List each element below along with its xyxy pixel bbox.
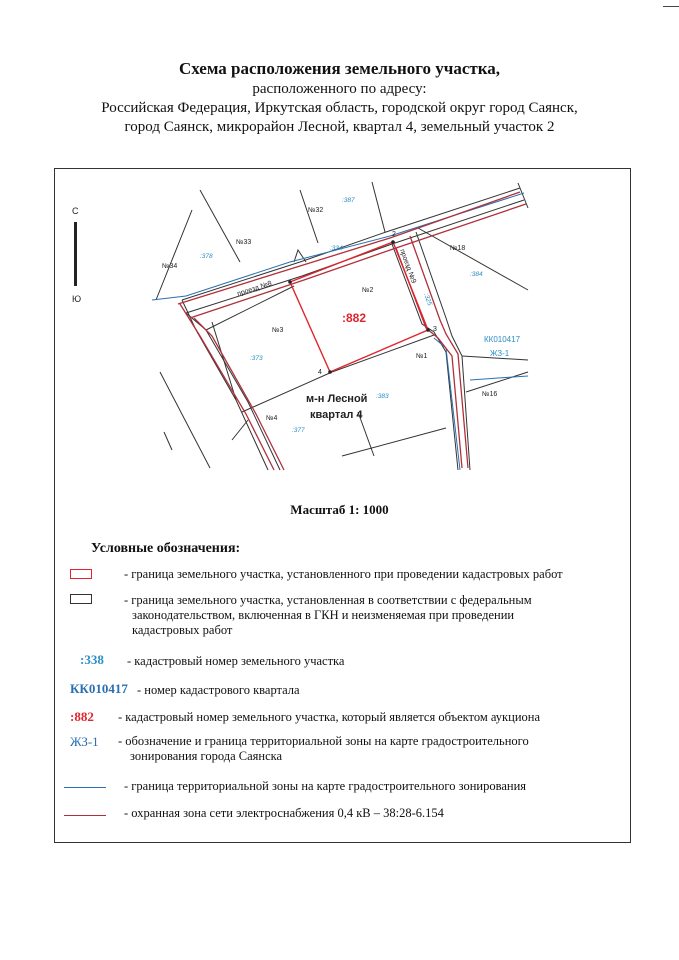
district-name: м-н Лесной bbox=[306, 393, 368, 405]
boundary-point bbox=[328, 370, 332, 374]
parcel-lines bbox=[156, 182, 528, 470]
plot-number-3: №3 bbox=[272, 327, 284, 334]
map-scale: Масштаб 1: 1000 bbox=[290, 502, 389, 517]
boundary-point bbox=[426, 328, 430, 332]
territorial-zone-code: ЖЗ-1 bbox=[490, 349, 510, 358]
legend-auction-text: - кадастровый номер земельного участка, который является объектом аукциона bbox=[118, 710, 540, 724]
legend-black-box-swatch bbox=[70, 594, 92, 604]
cadastral-number-377: :377 bbox=[292, 427, 305, 434]
compass-south-label: Ю bbox=[72, 294, 82, 304]
cadastral-quarter-code: КК010417 bbox=[484, 335, 521, 344]
cadastral-number-325: :325 bbox=[422, 292, 434, 307]
plot-number-2: №2 bbox=[362, 287, 374, 294]
compass-arrow bbox=[74, 222, 77, 286]
point-2-label: 2 bbox=[392, 231, 396, 238]
legend-red-box-text: - граница земельного участка, установленного при проведении кадастровых работ bbox=[124, 567, 563, 581]
legend-black-box-text-1: - граница земельного участка, установленная в соответствии с федеральным bbox=[124, 593, 532, 607]
cadastral-number-383: :383 bbox=[376, 393, 389, 400]
cadastral-number-334: :334 bbox=[330, 245, 343, 252]
boundary-point bbox=[288, 280, 292, 284]
road-label-proezd-9: проезд №9 bbox=[398, 248, 417, 285]
legend-zone-symbol: ЖЗ-1 bbox=[70, 734, 99, 749]
point-3-label: 3 bbox=[433, 326, 437, 333]
point-4-label: 4 bbox=[318, 369, 322, 376]
compass-north-label: С bbox=[72, 206, 79, 216]
auction-parcel-number: :882 bbox=[342, 311, 367, 325]
legend-blue-line-text: - граница территориальной зоны на карте градостроительного зонирования bbox=[124, 779, 527, 793]
legend-red-box-swatch bbox=[70, 569, 92, 579]
plot-number-16: №16 bbox=[482, 391, 498, 398]
legend-quarter-text: - номер кадастрового квартала bbox=[137, 683, 300, 697]
legend-red-line-text: - охранная зона сети электроснабжения 0,4 кВ – 38:28-6.154 bbox=[124, 806, 444, 820]
plot-number-33: №33 bbox=[236, 239, 252, 246]
legend-red-line-swatch bbox=[64, 815, 106, 816]
cadastral-number-378: :378 bbox=[200, 253, 213, 260]
road-label-proezd-8: проезд №8 bbox=[236, 280, 273, 298]
quarter-name: квартал 4 bbox=[310, 409, 363, 421]
plot-number-34: №34 bbox=[162, 263, 178, 270]
legend-black-box-text-3: кадастровых работ bbox=[132, 623, 233, 637]
power-line-protection-zone bbox=[178, 192, 526, 470]
legend-auction-symbol: :882 bbox=[70, 709, 94, 724]
boundary-point bbox=[391, 240, 395, 244]
plot-number-1: №1 bbox=[416, 353, 428, 360]
cadastral-number-387: :387 bbox=[342, 197, 355, 204]
legend-black-box-text-2: законодательством, включенная в ГКН и неизменяемая при проведении bbox=[132, 608, 515, 622]
legend-blue-line-swatch bbox=[64, 787, 106, 788]
address-line-1: Российская Федерация, Иркутская область, городской округ город Саянск, bbox=[101, 100, 578, 116]
legend-cadastral-symbol: :338 bbox=[80, 652, 104, 667]
plot-number-32: №32 bbox=[308, 207, 324, 214]
page-title: Схема расположения земельного участка, bbox=[178, 59, 501, 78]
legend-quarter-symbol: КК010417 bbox=[70, 681, 128, 696]
legend-cadastral-text: - кадастровый номер земельного участка bbox=[127, 654, 345, 668]
plot-number-18: №18 bbox=[450, 245, 466, 252]
address-intro: расположенного по адресу: bbox=[252, 81, 427, 97]
cadastral-number-373: :373 bbox=[250, 355, 263, 362]
compass bbox=[72, 206, 81, 304]
cadastral-number-384: :384 bbox=[470, 271, 483, 278]
legend-zone-text-1: - обозначение и граница территориальной зоны на карте градостроительного bbox=[118, 734, 529, 748]
plot-number-4: №4 bbox=[266, 415, 278, 422]
legend-zone-text-2: зонирования города Саянска bbox=[130, 749, 283, 763]
legend-title: Условные обозначения: bbox=[91, 541, 241, 556]
address-line-2: город Саянск, микрорайон Лесной, квартал 4, земельный участок 2 bbox=[124, 119, 555, 135]
